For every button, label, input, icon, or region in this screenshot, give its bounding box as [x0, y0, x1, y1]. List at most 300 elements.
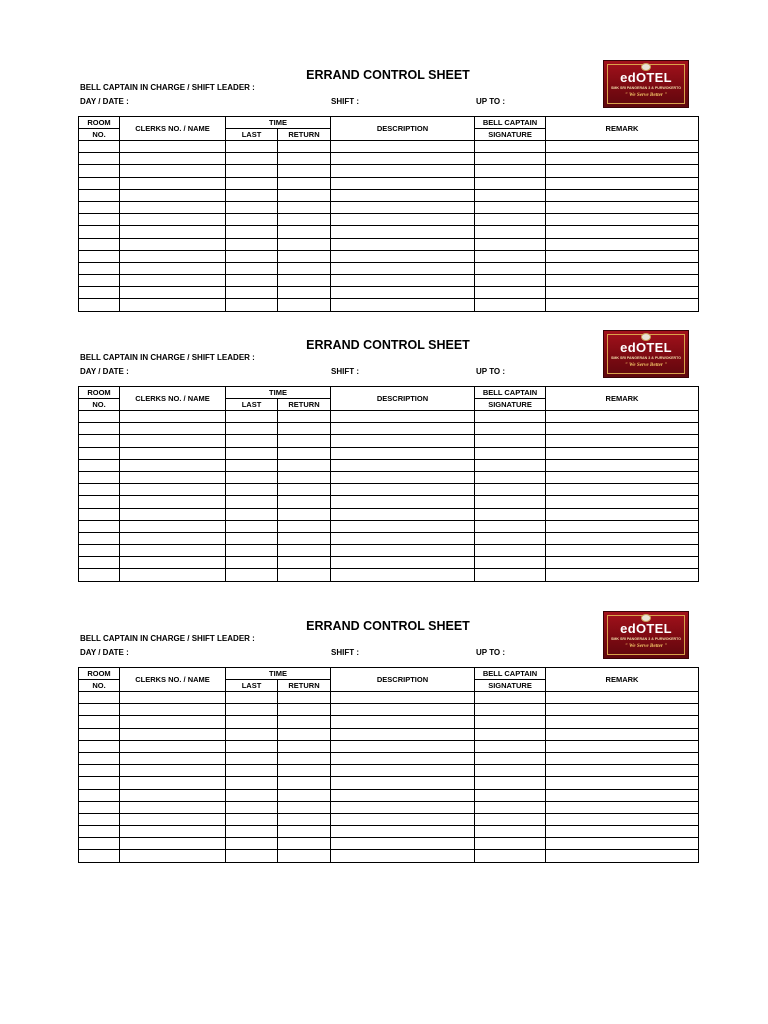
- signature-cell[interactable]: [475, 752, 546, 764]
- description-cell[interactable]: [331, 777, 475, 789]
- time-last-cell[interactable]: [226, 250, 278, 262]
- time-last-cell[interactable]: [226, 801, 278, 813]
- room-no-cell[interactable]: [79, 153, 120, 165]
- description-cell[interactable]: [331, 850, 475, 862]
- clerk-name-cell[interactable]: [120, 238, 226, 250]
- room-no-cell[interactable]: [79, 508, 120, 520]
- remark-cell[interactable]: [546, 545, 699, 557]
- remark-cell[interactable]: [546, 177, 699, 189]
- description-cell[interactable]: [331, 238, 475, 250]
- time-last-cell[interactable]: [226, 141, 278, 153]
- time-last-cell[interactable]: [226, 569, 278, 581]
- time-return-cell[interactable]: [278, 777, 331, 789]
- remark-cell[interactable]: [546, 508, 699, 520]
- time-last-cell[interactable]: [226, 716, 278, 728]
- description-cell[interactable]: [331, 813, 475, 825]
- clerk-name-cell[interactable]: [120, 141, 226, 153]
- description-cell[interactable]: [331, 704, 475, 716]
- remark-cell[interactable]: [546, 250, 699, 262]
- room-no-cell[interactable]: [79, 411, 120, 423]
- signature-cell[interactable]: [475, 692, 546, 704]
- remark-cell[interactable]: [546, 716, 699, 728]
- description-cell[interactable]: [331, 287, 475, 299]
- remark-cell[interactable]: [546, 557, 699, 569]
- signature-cell[interactable]: [475, 838, 546, 850]
- signature-cell[interactable]: [475, 789, 546, 801]
- time-return-cell[interactable]: [278, 532, 331, 544]
- signature-cell[interactable]: [475, 704, 546, 716]
- description-cell[interactable]: [331, 201, 475, 213]
- remark-cell[interactable]: [546, 423, 699, 435]
- time-return-cell[interactable]: [278, 275, 331, 287]
- clerk-name-cell[interactable]: [120, 508, 226, 520]
- time-return-cell[interactable]: [278, 165, 331, 177]
- description-cell[interactable]: [331, 299, 475, 311]
- time-return-cell[interactable]: [278, 299, 331, 311]
- time-last-cell[interactable]: [226, 484, 278, 496]
- signature-cell[interactable]: [475, 411, 546, 423]
- clerk-name-cell[interactable]: [120, 447, 226, 459]
- time-return-cell[interactable]: [278, 447, 331, 459]
- time-return-cell[interactable]: [278, 716, 331, 728]
- room-no-cell[interactable]: [79, 165, 120, 177]
- table-row: [79, 141, 699, 153]
- room-no-cell[interactable]: [79, 299, 120, 311]
- time-last-cell[interactable]: [226, 496, 278, 508]
- remark-cell[interactable]: [546, 275, 699, 287]
- table-row: [79, 299, 699, 311]
- room-no-cell[interactable]: [79, 141, 120, 153]
- clerk-name-cell[interactable]: [120, 275, 226, 287]
- room-no-cell[interactable]: [79, 201, 120, 213]
- remark-cell[interactable]: [546, 484, 699, 496]
- time-last-cell[interactable]: [226, 299, 278, 311]
- description-cell[interactable]: [331, 459, 475, 471]
- remark-cell[interactable]: [546, 496, 699, 508]
- room-no-cell[interactable]: [79, 423, 120, 435]
- time-return-cell[interactable]: [278, 238, 331, 250]
- time-last-cell[interactable]: [226, 532, 278, 544]
- clerk-name-cell[interactable]: [120, 435, 226, 447]
- room-no-cell[interactable]: [79, 214, 120, 226]
- room-no-cell[interactable]: [79, 287, 120, 299]
- signature-cell[interactable]: [475, 435, 546, 447]
- room-no-cell[interactable]: [79, 569, 120, 581]
- room-no-cell[interactable]: [79, 801, 120, 813]
- time-last-cell[interactable]: [226, 435, 278, 447]
- room-no-cell[interactable]: [79, 189, 120, 201]
- room-no-cell[interactable]: [79, 520, 120, 532]
- remark-cell[interactable]: [546, 704, 699, 716]
- signature-cell[interactable]: [475, 262, 546, 274]
- signature-cell[interactable]: [475, 532, 546, 544]
- remark-cell[interactable]: [546, 411, 699, 423]
- remark-cell[interactable]: [546, 226, 699, 238]
- time-last-cell[interactable]: [226, 189, 278, 201]
- description-cell[interactable]: [331, 250, 475, 262]
- clerk-name-cell[interactable]: [120, 813, 226, 825]
- up-to-label: UP TO :: [476, 648, 506, 657]
- time-last-cell[interactable]: [226, 459, 278, 471]
- description-cell[interactable]: [331, 520, 475, 532]
- time-return-cell[interactable]: [278, 423, 331, 435]
- clerk-name-cell[interactable]: [120, 496, 226, 508]
- time-last-cell[interactable]: [226, 423, 278, 435]
- room-no-cell[interactable]: [79, 813, 120, 825]
- time-return-cell[interactable]: [278, 789, 331, 801]
- time-return-cell[interactable]: [278, 411, 331, 423]
- remark-cell[interactable]: [546, 520, 699, 532]
- time-return-cell[interactable]: [278, 262, 331, 274]
- time-return-cell[interactable]: [278, 801, 331, 813]
- time-last-cell[interactable]: [226, 765, 278, 777]
- description-cell[interactable]: [331, 692, 475, 704]
- room-no-cell[interactable]: [79, 532, 120, 544]
- description-cell[interactable]: [331, 728, 475, 740]
- time-return-cell[interactable]: [278, 189, 331, 201]
- room-no-cell[interactable]: [79, 692, 120, 704]
- description-cell[interactable]: [331, 214, 475, 226]
- signature-cell[interactable]: [475, 153, 546, 165]
- description-cell[interactable]: [331, 189, 475, 201]
- time-return-cell[interactable]: [278, 250, 331, 262]
- time-return-cell[interactable]: [278, 201, 331, 213]
- shift-label: SHIFT :: [331, 648, 359, 657]
- remark-cell[interactable]: [546, 189, 699, 201]
- room-no-cell[interactable]: [79, 826, 120, 838]
- signature-cell[interactable]: [475, 423, 546, 435]
- remark-cell[interactable]: [546, 447, 699, 459]
- signature-cell[interactable]: [475, 801, 546, 813]
- remark-cell[interactable]: [546, 740, 699, 752]
- description-cell[interactable]: [331, 165, 475, 177]
- description-cell[interactable]: [331, 716, 475, 728]
- time-last-cell[interactable]: [226, 411, 278, 423]
- room-no-cell[interactable]: [79, 435, 120, 447]
- time-last-cell[interactable]: [226, 214, 278, 226]
- clerk-name-cell[interactable]: [120, 716, 226, 728]
- room-no-cell[interactable]: [79, 262, 120, 274]
- clerk-name-cell[interactable]: [120, 177, 226, 189]
- signature-cell[interactable]: [475, 447, 546, 459]
- time-last-cell[interactable]: [226, 740, 278, 752]
- clerk-name-cell[interactable]: [120, 692, 226, 704]
- description-cell[interactable]: [331, 838, 475, 850]
- clerk-name-cell[interactable]: [120, 484, 226, 496]
- time-return-cell[interactable]: [278, 765, 331, 777]
- clerk-name-cell[interactable]: [120, 226, 226, 238]
- time-last-cell[interactable]: [226, 165, 278, 177]
- time-last-cell[interactable]: [226, 826, 278, 838]
- description-cell[interactable]: [331, 569, 475, 581]
- time-last-cell[interactable]: [226, 262, 278, 274]
- time-return-cell[interactable]: [278, 850, 331, 862]
- time-last-cell[interactable]: [226, 692, 278, 704]
- description-cell[interactable]: [331, 153, 475, 165]
- room-no-cell[interactable]: [79, 777, 120, 789]
- signature-cell[interactable]: [475, 557, 546, 569]
- time-return-cell[interactable]: [278, 692, 331, 704]
- room-no-cell[interactable]: [79, 789, 120, 801]
- room-no-cell[interactable]: [79, 765, 120, 777]
- signature-cell[interactable]: [475, 765, 546, 777]
- signature-cell[interactable]: [475, 250, 546, 262]
- remark-cell[interactable]: [546, 471, 699, 483]
- time-return-cell[interactable]: [278, 177, 331, 189]
- description-cell[interactable]: [331, 226, 475, 238]
- signature-cell[interactable]: [475, 275, 546, 287]
- signature-cell[interactable]: [475, 508, 546, 520]
- room-no-cell[interactable]: [79, 459, 120, 471]
- remark-cell[interactable]: [546, 777, 699, 789]
- time-last-cell[interactable]: [226, 777, 278, 789]
- time-last-cell[interactable]: [226, 838, 278, 850]
- description-cell[interactable]: [331, 435, 475, 447]
- signature-cell[interactable]: [475, 226, 546, 238]
- clerk-name-cell[interactable]: [120, 262, 226, 274]
- table-row: [79, 789, 699, 801]
- clerk-name-cell[interactable]: [120, 545, 226, 557]
- time-last-cell[interactable]: [226, 153, 278, 165]
- signature-cell[interactable]: [475, 299, 546, 311]
- time-last-cell[interactable]: [226, 850, 278, 862]
- clerk-name-cell[interactable]: [120, 287, 226, 299]
- clerk-name-cell[interactable]: [120, 569, 226, 581]
- room-no-cell[interactable]: [79, 704, 120, 716]
- time-return-cell[interactable]: [278, 153, 331, 165]
- time-last-cell[interactable]: [226, 508, 278, 520]
- clerk-name-cell[interactable]: [120, 471, 226, 483]
- time-return-cell[interactable]: [278, 813, 331, 825]
- room-no-cell[interactable]: [79, 471, 120, 483]
- remark-cell[interactable]: [546, 262, 699, 274]
- remark-cell[interactable]: [546, 214, 699, 226]
- signature-cell[interactable]: [475, 740, 546, 752]
- time-last-cell[interactable]: [226, 728, 278, 740]
- room-no-cell[interactable]: [79, 557, 120, 569]
- clerk-name-cell[interactable]: [120, 557, 226, 569]
- room-no-cell[interactable]: [79, 716, 120, 728]
- clerk-name-cell[interactable]: [120, 250, 226, 262]
- signature-cell[interactable]: [475, 189, 546, 201]
- signature-cell[interactable]: [475, 141, 546, 153]
- room-no-cell[interactable]: [79, 752, 120, 764]
- signature-cell[interactable]: [475, 826, 546, 838]
- room-no-cell[interactable]: [79, 740, 120, 752]
- description-cell[interactable]: [331, 532, 475, 544]
- clerk-name-cell[interactable]: [120, 740, 226, 752]
- remark-cell[interactable]: [546, 789, 699, 801]
- description-cell[interactable]: [331, 826, 475, 838]
- time-last-cell[interactable]: [226, 287, 278, 299]
- remark-cell[interactable]: [546, 850, 699, 862]
- description-cell[interactable]: [331, 801, 475, 813]
- description-cell[interactable]: [331, 765, 475, 777]
- time-last-cell[interactable]: [226, 704, 278, 716]
- room-no-cell[interactable]: [79, 484, 120, 496]
- time-last-cell[interactable]: [226, 520, 278, 532]
- room-no-cell[interactable]: [79, 545, 120, 557]
- description-cell[interactable]: [331, 447, 475, 459]
- signature-cell[interactable]: [475, 165, 546, 177]
- remark-cell[interactable]: [546, 435, 699, 447]
- time-return-cell[interactable]: [278, 496, 331, 508]
- clerk-name-cell[interactable]: [120, 411, 226, 423]
- description-cell[interactable]: [331, 411, 475, 423]
- signature-cell[interactable]: [475, 287, 546, 299]
- clerk-name-cell[interactable]: [120, 752, 226, 764]
- remark-cell[interactable]: [546, 765, 699, 777]
- description-cell[interactable]: [331, 740, 475, 752]
- clerk-name-cell[interactable]: [120, 850, 226, 862]
- remark-cell[interactable]: [546, 165, 699, 177]
- remark-cell[interactable]: [546, 813, 699, 825]
- room-no-cell[interactable]: [79, 447, 120, 459]
- time-last-cell[interactable]: [226, 177, 278, 189]
- clerk-name-cell[interactable]: [120, 777, 226, 789]
- time-return-cell[interactable]: [278, 214, 331, 226]
- time-last-cell[interactable]: [226, 201, 278, 213]
- time-return-cell[interactable]: [278, 287, 331, 299]
- signature-cell[interactable]: [475, 569, 546, 581]
- clerk-name-cell[interactable]: [120, 838, 226, 850]
- clerk-name-cell[interactable]: [120, 801, 226, 813]
- remark-cell[interactable]: [546, 287, 699, 299]
- remark-cell[interactable]: [546, 801, 699, 813]
- signature-cell[interactable]: [475, 545, 546, 557]
- time-last-cell[interactable]: [226, 545, 278, 557]
- time-last-cell[interactable]: [226, 226, 278, 238]
- room-no-cell[interactable]: [79, 496, 120, 508]
- clerk-name-cell[interactable]: [120, 704, 226, 716]
- description-cell[interactable]: [331, 471, 475, 483]
- clerk-name-cell[interactable]: [120, 299, 226, 311]
- signature-cell[interactable]: [475, 728, 546, 740]
- clerk-name-cell[interactable]: [120, 765, 226, 777]
- time-return-cell[interactable]: [278, 569, 331, 581]
- signature-cell[interactable]: [475, 471, 546, 483]
- clerk-name-cell[interactable]: [120, 532, 226, 544]
- time-last-cell[interactable]: [226, 813, 278, 825]
- description-cell[interactable]: [331, 484, 475, 496]
- time-last-cell[interactable]: [226, 447, 278, 459]
- description-cell[interactable]: [331, 752, 475, 764]
- room-no-cell[interactable]: [79, 226, 120, 238]
- room-no-cell[interactable]: [79, 850, 120, 862]
- time-return-cell[interactable]: [278, 557, 331, 569]
- time-return-cell[interactable]: [278, 471, 331, 483]
- time-return-cell[interactable]: [278, 704, 331, 716]
- signature-cell[interactable]: [475, 214, 546, 226]
- clerk-name-cell[interactable]: [120, 165, 226, 177]
- time-return-cell[interactable]: [278, 545, 331, 557]
- signature-cell[interactable]: [475, 716, 546, 728]
- clerk-name-cell[interactable]: [120, 520, 226, 532]
- description-cell[interactable]: [331, 496, 475, 508]
- room-no-cell[interactable]: [79, 275, 120, 287]
- signature-cell[interactable]: [475, 238, 546, 250]
- remark-cell[interactable]: [546, 532, 699, 544]
- time-return-cell[interactable]: [278, 226, 331, 238]
- clerk-name-cell[interactable]: [120, 459, 226, 471]
- time-return-cell[interactable]: [278, 484, 331, 496]
- time-return-cell[interactable]: [278, 752, 331, 764]
- time-return-cell[interactable]: [278, 728, 331, 740]
- remark-cell[interactable]: [546, 141, 699, 153]
- signature-cell[interactable]: [475, 459, 546, 471]
- description-cell[interactable]: [331, 545, 475, 557]
- signature-cell[interactable]: [475, 813, 546, 825]
- description-cell[interactable]: [331, 275, 475, 287]
- remark-cell[interactable]: [546, 201, 699, 213]
- clerk-name-cell[interactable]: [120, 189, 226, 201]
- time-return-cell[interactable]: [278, 826, 331, 838]
- clerk-name-cell[interactable]: [120, 201, 226, 213]
- signature-cell[interactable]: [475, 496, 546, 508]
- description-cell[interactable]: [331, 423, 475, 435]
- time-return-cell[interactable]: [278, 435, 331, 447]
- clerk-name-cell[interactable]: [120, 423, 226, 435]
- remark-cell[interactable]: [546, 826, 699, 838]
- time-last-cell[interactable]: [226, 471, 278, 483]
- time-return-cell[interactable]: [278, 141, 331, 153]
- remark-cell[interactable]: [546, 238, 699, 250]
- signature-cell[interactable]: [475, 177, 546, 189]
- remark-cell[interactable]: [546, 153, 699, 165]
- signature-cell[interactable]: [475, 201, 546, 213]
- time-last-cell[interactable]: [226, 557, 278, 569]
- room-no-cell[interactable]: [79, 250, 120, 262]
- time-last-cell[interactable]: [226, 752, 278, 764]
- clerk-name-cell[interactable]: [120, 789, 226, 801]
- room-no-cell[interactable]: [79, 238, 120, 250]
- time-return-cell[interactable]: [278, 459, 331, 471]
- room-no-cell[interactable]: [79, 838, 120, 850]
- signature-cell[interactable]: [475, 520, 546, 532]
- description-cell[interactable]: [331, 177, 475, 189]
- time-last-cell[interactable]: [226, 789, 278, 801]
- remark-cell[interactable]: [546, 752, 699, 764]
- remark-cell[interactable]: [546, 459, 699, 471]
- description-cell[interactable]: [331, 557, 475, 569]
- description-cell[interactable]: [331, 789, 475, 801]
- time-return-cell[interactable]: [278, 520, 331, 532]
- clerk-name-cell[interactable]: [120, 826, 226, 838]
- description-cell[interactable]: [331, 141, 475, 153]
- clerk-name-cell[interactable]: [120, 153, 226, 165]
- time-last-cell[interactable]: [226, 238, 278, 250]
- description-cell[interactable]: [331, 508, 475, 520]
- time-return-cell[interactable]: [278, 838, 331, 850]
- logo-subtitle: SMK SRI PANGERAN 3 & PURWOKERTO: [610, 356, 682, 360]
- remark-cell[interactable]: [546, 569, 699, 581]
- remark-cell[interactable]: [546, 692, 699, 704]
- signature-cell[interactable]: [475, 777, 546, 789]
- remark-cell[interactable]: [546, 838, 699, 850]
- time-return-cell[interactable]: [278, 508, 331, 520]
- description-cell[interactable]: [331, 262, 475, 274]
- remark-cell[interactable]: [546, 299, 699, 311]
- time-return-cell[interactable]: [278, 740, 331, 752]
- room-no-cell[interactable]: [79, 177, 120, 189]
- clerk-name-cell[interactable]: [120, 214, 226, 226]
- signature-cell[interactable]: [475, 484, 546, 496]
- room-no-cell[interactable]: [79, 728, 120, 740]
- time-last-cell[interactable]: [226, 275, 278, 287]
- remark-cell[interactable]: [546, 728, 699, 740]
- signature-cell[interactable]: [475, 850, 546, 862]
- clerk-name-cell[interactable]: [120, 728, 226, 740]
